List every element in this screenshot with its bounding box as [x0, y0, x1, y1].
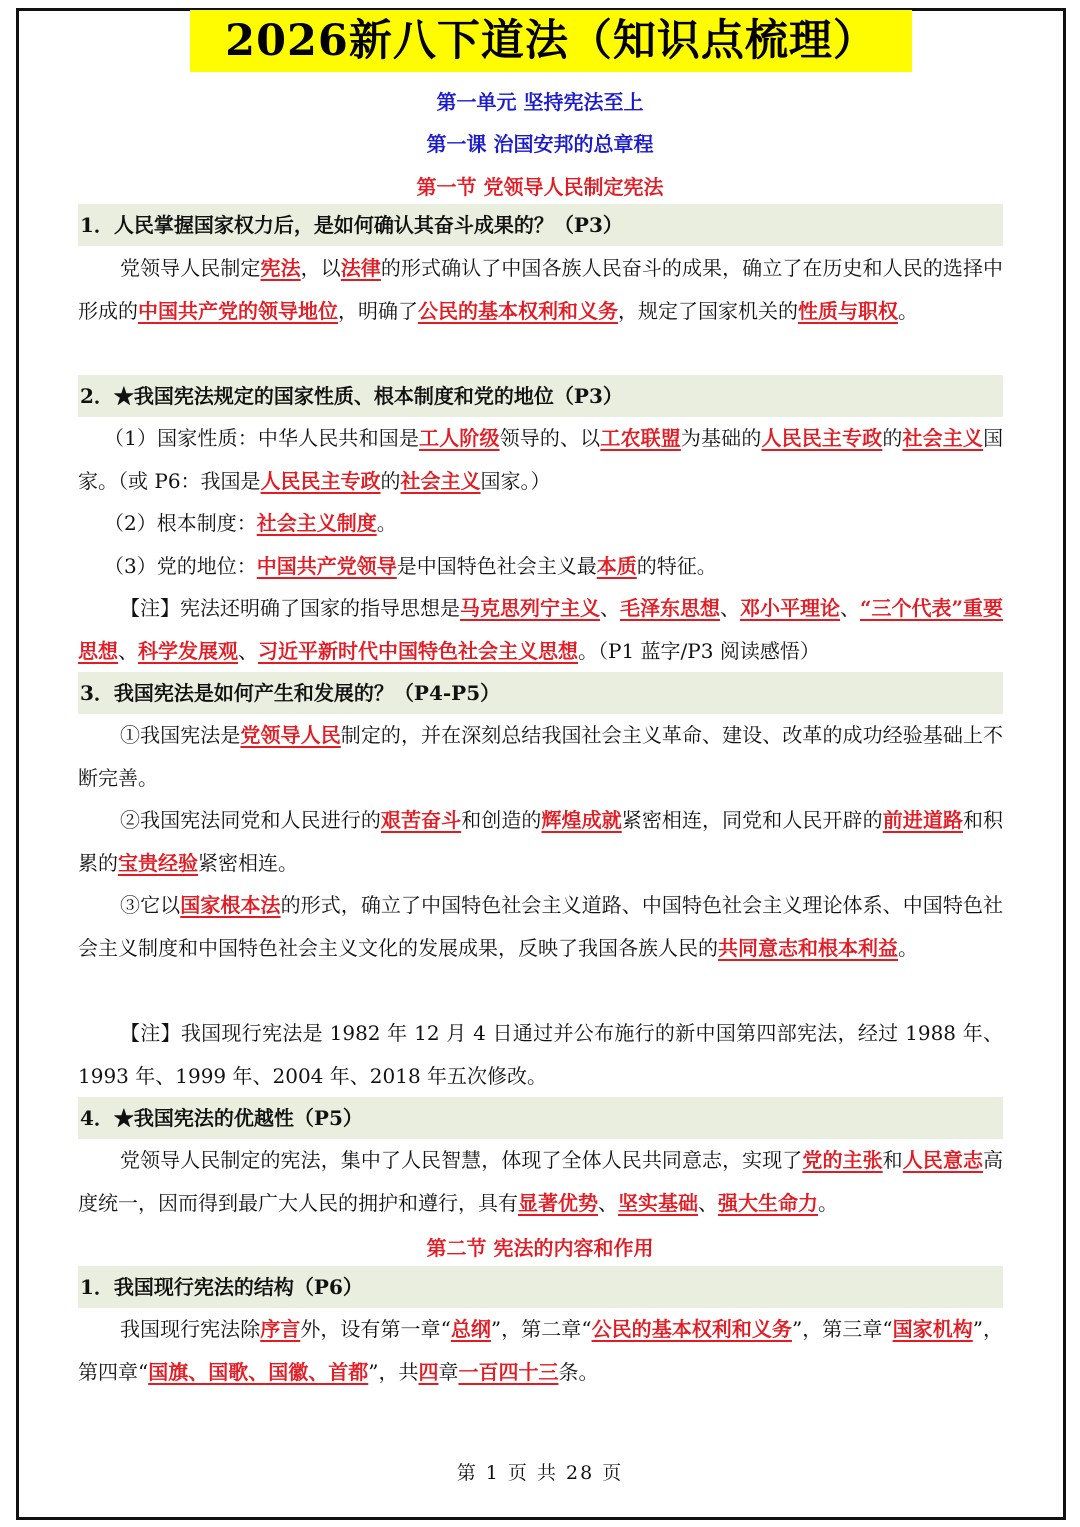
section-heading-2: 第二节 宪法的内容和作用: [426, 1236, 654, 1260]
question-2-title: 2．★我国宪法规定的国家性质、根本制度和党的地位（P3）: [78, 375, 1003, 417]
key-term: 四: [418, 1359, 439, 1384]
question-3-item-3: ③它以国家根本法的形式，确立了中国特色社会主义道路、中国特色社会主义理论体系、中国特色社会主义制度和中国特色社会主义文化的发展成果，反映了我国各族人民的共同意志和根本利益。: [78, 893, 1004, 960]
question-3-item-1: ①我国宪法是党领导人民制定的，并在深刻总结我国社会主义革命、建设、改革的成功经验基础上不断完善。: [78, 723, 1004, 790]
key-term: 党领导人民: [240, 723, 341, 747]
key-term: 社会主义制度: [256, 511, 377, 535]
key-term: 国旗、国歌、国徽、首都: [148, 1359, 369, 1384]
key-term: 艰苦奋斗: [380, 808, 462, 832]
key-term: 本质: [596, 554, 637, 578]
key-term: 习近平新时代中国特色社会主义思想: [258, 638, 578, 663]
key-term: 科学发展观: [138, 638, 238, 663]
question-4-answer: 党领导人民制定的宪法，集中了人民智慧，体现了全体人民共同意志，实现了党的主张和人民意志高度统一，因而得到最广大人民的拥护和遵行，具有显著优势、坚实基础、强大生命力。: [78, 1148, 1004, 1215]
section-2-question-1-answer: 我国现行宪法除序言外，设有第一章“总纲”，第二章“公民的基本权利和义务”，第三章“国家机构”，第四章“国旗、国歌、国徽、首都”，共四章一百四十三条。: [78, 1317, 1004, 1384]
key-term: 人民民主专政: [260, 468, 381, 493]
question-2-item-1: （1）国家性质：中华人民共和国是工人阶级领导的、以工农联盟为基础的人民民主专政的社会主义国家。（或 P6：我国是人民民主专政的社会主义国家。）: [78, 426, 1004, 493]
question-3-item-2: ②我国宪法同党和人民进行的艰苦奋斗和创造的辉煌成就紧密相连，同党和人民开辟的前进道路和积累的宝贵经验紧密相连。: [78, 808, 1004, 875]
key-term: 社会主义: [902, 426, 984, 450]
key-term: 中国共产党的领导地位: [138, 298, 338, 323]
question-2-item-2: （2）根本制度：社会主义制度。: [104, 511, 397, 535]
key-term: 宪法: [260, 256, 301, 280]
page-number: 第 1 页 共 28 页: [456, 1462, 624, 1484]
key-term: 人民民主专政: [761, 426, 883, 450]
section-2-question-1-title: 1．我国现行宪法的结构（P6）: [78, 1266, 1003, 1308]
key-term: 法律: [340, 256, 381, 280]
key-term: 国家根本法: [180, 893, 281, 917]
question-3-title: 3．我国宪法是如何产生和发展的？（P4-P5）: [78, 672, 1003, 714]
question-2-item-3: （3）党的地位：中国共产党领导是中国特色社会主义最本质的特征。: [104, 554, 717, 578]
key-term: 强大生命力: [718, 1190, 818, 1215]
question-3-note: 【注】我国现行宪法是 1982 年 12 月 4 日通过并公布施行的新中国第四部宪法，经过 1988 年、1993 年、1999 年、2004 年、2018 年五次修改。: [78, 1021, 1003, 1088]
key-term: 一百四十三: [458, 1359, 559, 1384]
key-term: 邓小平理论: [740, 596, 840, 620]
key-term: 工人阶级: [419, 426, 500, 450]
key-term: 党的主张: [802, 1148, 883, 1172]
key-term: 中国共产党领导: [256, 554, 397, 578]
question-1-title: 1．人民掌握国家权力后，是如何确认其奋斗成果的？（P3）: [78, 204, 1003, 246]
key-term: 人民意志: [902, 1148, 984, 1172]
question-2-note: 【注】宪法还明确了国家的指导思想是马克思列宁主义、毛泽东思想、邓小平理论、“三个代表”重要思想、科学发展观、习近平新时代中国特色社会主义思想。（P1 蓝字/P3 阅读感悟）: [78, 596, 1004, 663]
key-term: 前进道路: [882, 808, 963, 832]
key-term: 辉煌成就: [541, 808, 622, 832]
question-1-answer: 党领导人民制定宪法，以法律的形式确认了中国各族人民奋斗的成果，确立了在历史和人民的选择中形成的中国共产党的领导地位，明确了公民的基本权利和义务，规定了国家机关的性质与职权。: [78, 256, 1004, 323]
key-term: 工农联盟: [600, 426, 681, 450]
unit-heading: 第一单元 坚持宪法至上: [436, 90, 644, 114]
key-term: 公民的基本权利和义务: [418, 298, 618, 323]
key-term: 国家机构: [892, 1317, 973, 1341]
section-heading-1: 第一节 党领导人民制定宪法: [416, 175, 664, 199]
key-term: 显著优势: [518, 1190, 598, 1215]
key-term: 毛泽东思想: [620, 596, 720, 620]
question-4-title: 4．★我国宪法的优越性（P5）: [78, 1097, 1003, 1139]
lesson-heading: 第一课 治国安邦的总章程: [426, 132, 654, 156]
key-term: 社会主义: [400, 468, 481, 493]
document-title: 2026新八下道法（知识点梳理）: [190, 10, 912, 72]
key-term: 总纲: [450, 1317, 491, 1341]
key-term: 坚实基础: [618, 1190, 698, 1215]
key-term: 性质与职权: [798, 298, 898, 323]
key-term: 共同意志和根本利益: [718, 935, 898, 960]
key-term: 序言: [260, 1317, 301, 1341]
key-term: 公民的基本权利和义务: [591, 1317, 792, 1341]
key-term: “三个代表”重要思想: [78, 596, 1004, 663]
key-term: 宝贵经验: [118, 850, 198, 875]
key-term: 马克思列宁主义: [460, 596, 600, 620]
